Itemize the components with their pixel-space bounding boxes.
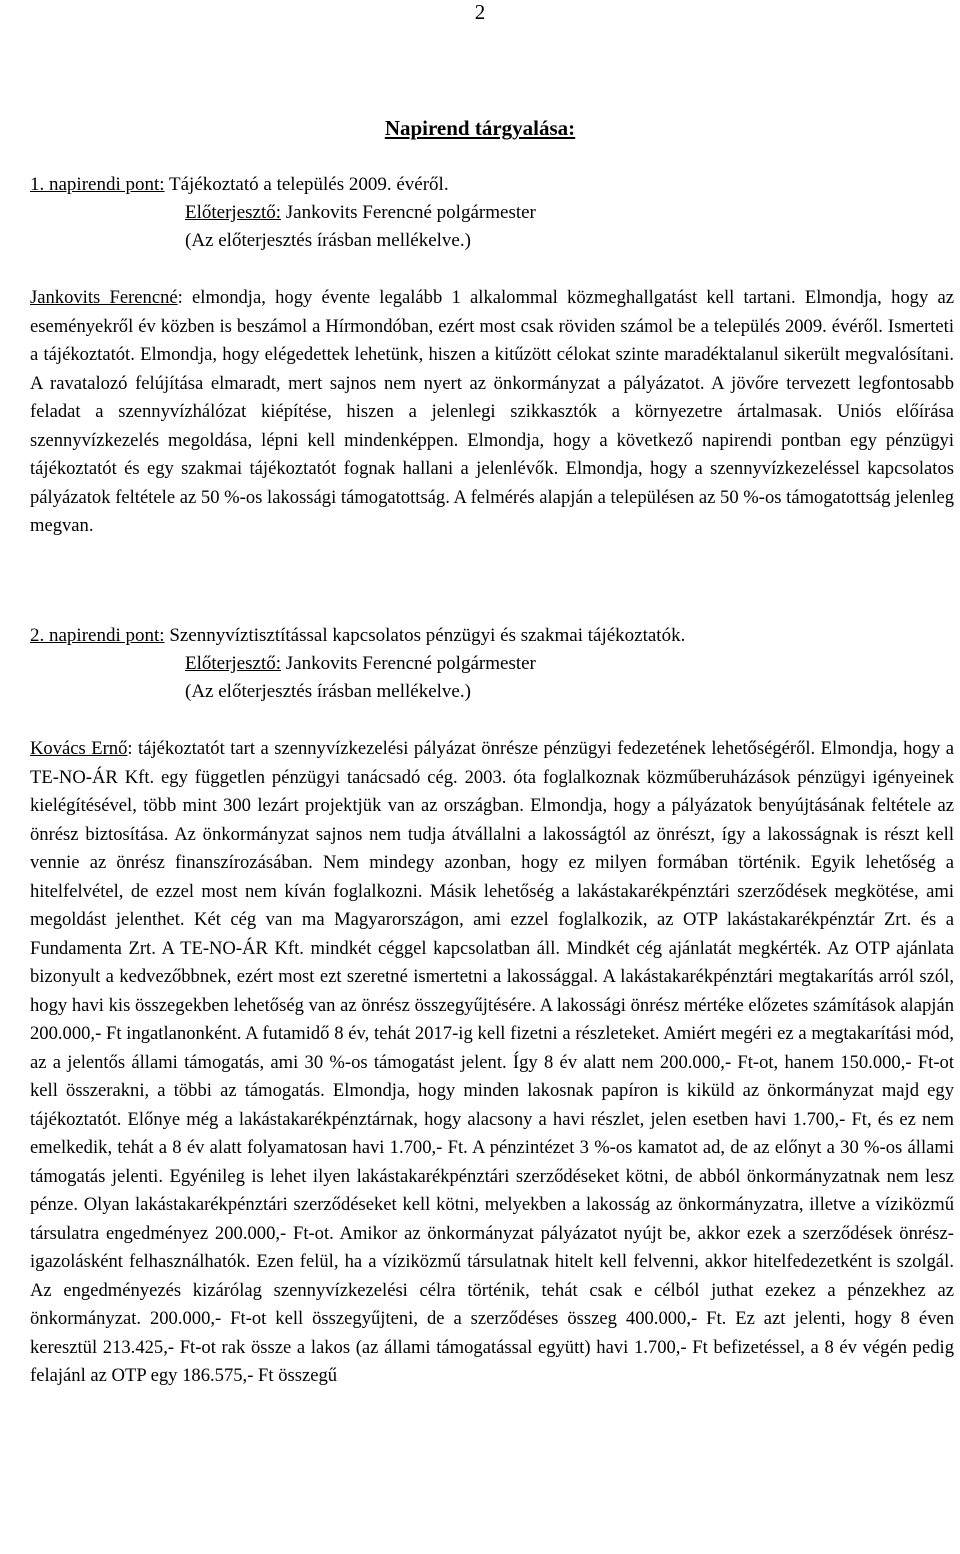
page-number: 2 [474, 0, 486, 24]
speaker-name-2: Kovács Ernő [30, 738, 128, 759]
agenda-item-2 [30, 622, 685, 706]
paragraph-2-text: : tájékoztatót tart a szennyvízkezelési pályázat önrésze pénzügyi fedezetének lehetőségéről. Elmondja, hogy a TE-NO-ÁR Kft. egy független pénzügyi tanácsadó cég. 2003. óta foglalkoznak közműberuházások pénzügyi igényeinek kielégítésével, több mint 300 lezárt projektjük van az országban. Elmondja, hogy a pályázatok benyújtásának feltétele az önrész biztosítása. Az önkormányzat sajnos nem tudja átvállalni a lakosságtól az önrészt, így a lakosságnak is részt kell vennie az önrész finanszírozásában. Nem mindegy azonban, hogy ez milyen formában történik. Egyik lehetőség a hitelfelvétel, de ezzel most nem kíván foglalkozni. Másik lehetőség a lakástakarékpénztári szerződések megkötése, ami megoldást jelenthet. Két cég van ma Magyarországon, ami ezzel foglalkozik, az OTP lakástakarékpénztár Zrt. és a Fundamenta Zrt. A TE-NO-ÁR Kft. mindkét céggel kapcsolatban áll. Mindkét cég ajánlatát megkérték. Az OTP ajánlata bizonyult a kedvezőbbnek, ezért most ezt szeretné ismertetni a lakossággal. A lakástakarékpénztári megtakarítás arról szól, hogy havi kis összegekben lehetőség van az önrész összegyűjtésére. A lakossági önrész mértéke előzetes számítások alapján 200.000,- Ft ingatlanonként. A futamidő 8 év, tehát 2017-ig kell fizetni a részleteket. Amiért megéri ez a megtakarítási mód, az a jelentős állami támogatás, ami 30 %-os támogatást jelent. Így 8 év alatt nem 200.000,- Ft-ot, hanem 150.000,- Ft-ot kell összerakni, a többi az támogatás. Elmondja, hogy minden lakosnak papíron is kiküld az önkormányzat majd egy tájékoztatót. Előnye még a lakástakarékpénztárnak, hogy alacsony a havi részlet, jelen esetben havi 1.700,- Ft, és ez nem emelkedik, tehát a 8 év alatt folyamatosan havi 1.700,- Ft. A pénzintézet 3 %-os kamatot ad, de az előnyt a 30 %-os állami támogatás jelenti. Egyénileg is lehet ilyen lakástakarékpénztári szerződéseket kötni, de abból önkormányzatnak nem lesz pénze. Olyan lakástakarékpénztári szerződéseket kell kötni, melyekben a lakosság az önkormányzatra, illetve a víziközmű társulatra engedményez 200.000,- Ft-ot. Amikor az önkormányzat pályázatot nyújt be, akkor ezek a szerződések önrész-igazolásként felhasználhatók. Ezen felül, ha a víziközmű társulatnak hitelt kell felvenni, akkor hitelfedezetként is szolgál. Az engedményezés kizárólag szennyvízkezelési célra történik, tehát csak e célból juthat ezekez a pénzekhez az önkormányzat. 200.000,- Ft-ot kell összegyűjteni, de a szerződéses összeg 400.000,- Ft. Ez azt jelenti, hogy 8 éven keresztül 213.425,- Ft-ot rak össze a lakos (az állami támogatással együtt) havi 1.700,- Ft befizetéssel, a 8 év végén pedig felajánl az OTP egy 186.575,- Ft összegű [30, 738, 954, 1386]
agenda-item-1 [30, 171, 536, 255]
agenda-item-1-presenter-line [30, 199, 536, 227]
agenda-item-1-note: (Az előterjesztés írásban mellékelve.) [185, 230, 471, 251]
paragraph-2 [30, 735, 954, 1391]
agenda-item-2-presenter-label: Előterjesztő: [185, 653, 282, 674]
agenda-item-2-note: (Az előterjesztés írásban mellékelve.) [185, 681, 471, 702]
speaker-name-1: Jankovits Ferencné [30, 287, 178, 308]
agenda-item-2-label: 2. napirendi pont: [30, 625, 165, 646]
agenda-item-1-topic: Tájékoztató a település 2009. évéről. [164, 174, 449, 195]
section-title: Napirend tárgyalása: [384, 116, 576, 140]
agenda-item-2-presenter: Jankovits Ferencné polgármester [281, 653, 536, 674]
paragraph-1-text: : elmondja, hogy évente legalább 1 alkalommal közmeghallgatást kell tartani. Elmondja, hogy az eseményekről év közben is beszámol a Hírmondóban, ezért most csak röviden számol be a település 2009. évéről. Ismerteti a tájékoztatót. Elmondja, hogy elégedettek lehetünk, hiszen a kitűzött célokat szinte maradéktalanul sikerült megvalósítani. A ravatalozó felújítása elmaradt, mert sajnos nem nyert az önkormányzat a pályázatot. A jövőre tervezett legfontosabb feladat a szennyvízhálózat kiépítése, hiszen a jelenlegi szikkasztók a környezetre ártalmasak. Uniós előírása szennyvízkezelés megoldása, lépni kell mindenképpen. Elmondja, hogy a következő napirendi pontban egy pénzügyi tájékoztatót és egy szakmai tájékoztatót fognak hallani a jelenlévők. Elmondja, hogy a szennyvízkezeléssel kapcsolatos pályázatok feltétele az 50 %-os lakossági támogatottság. A felmérés alapján a településen az 50 %-os támogatottság jelenleg megvan. [30, 287, 954, 536]
agenda-item-1-label: 1. napirendi pont: [30, 174, 165, 195]
agenda-item-2-presenter-line [30, 650, 685, 678]
agenda-item-1-presenter: Jankovits Ferencné polgármester [281, 202, 536, 223]
agenda-item-2-topic: Szennyvíztisztítással kapcsolatos pénzügyi és szakmai tájékoztatók. [164, 625, 686, 646]
paragraph-1 [30, 284, 954, 541]
agenda-item-1-presenter-label: Előterjesztő: [185, 202, 282, 223]
